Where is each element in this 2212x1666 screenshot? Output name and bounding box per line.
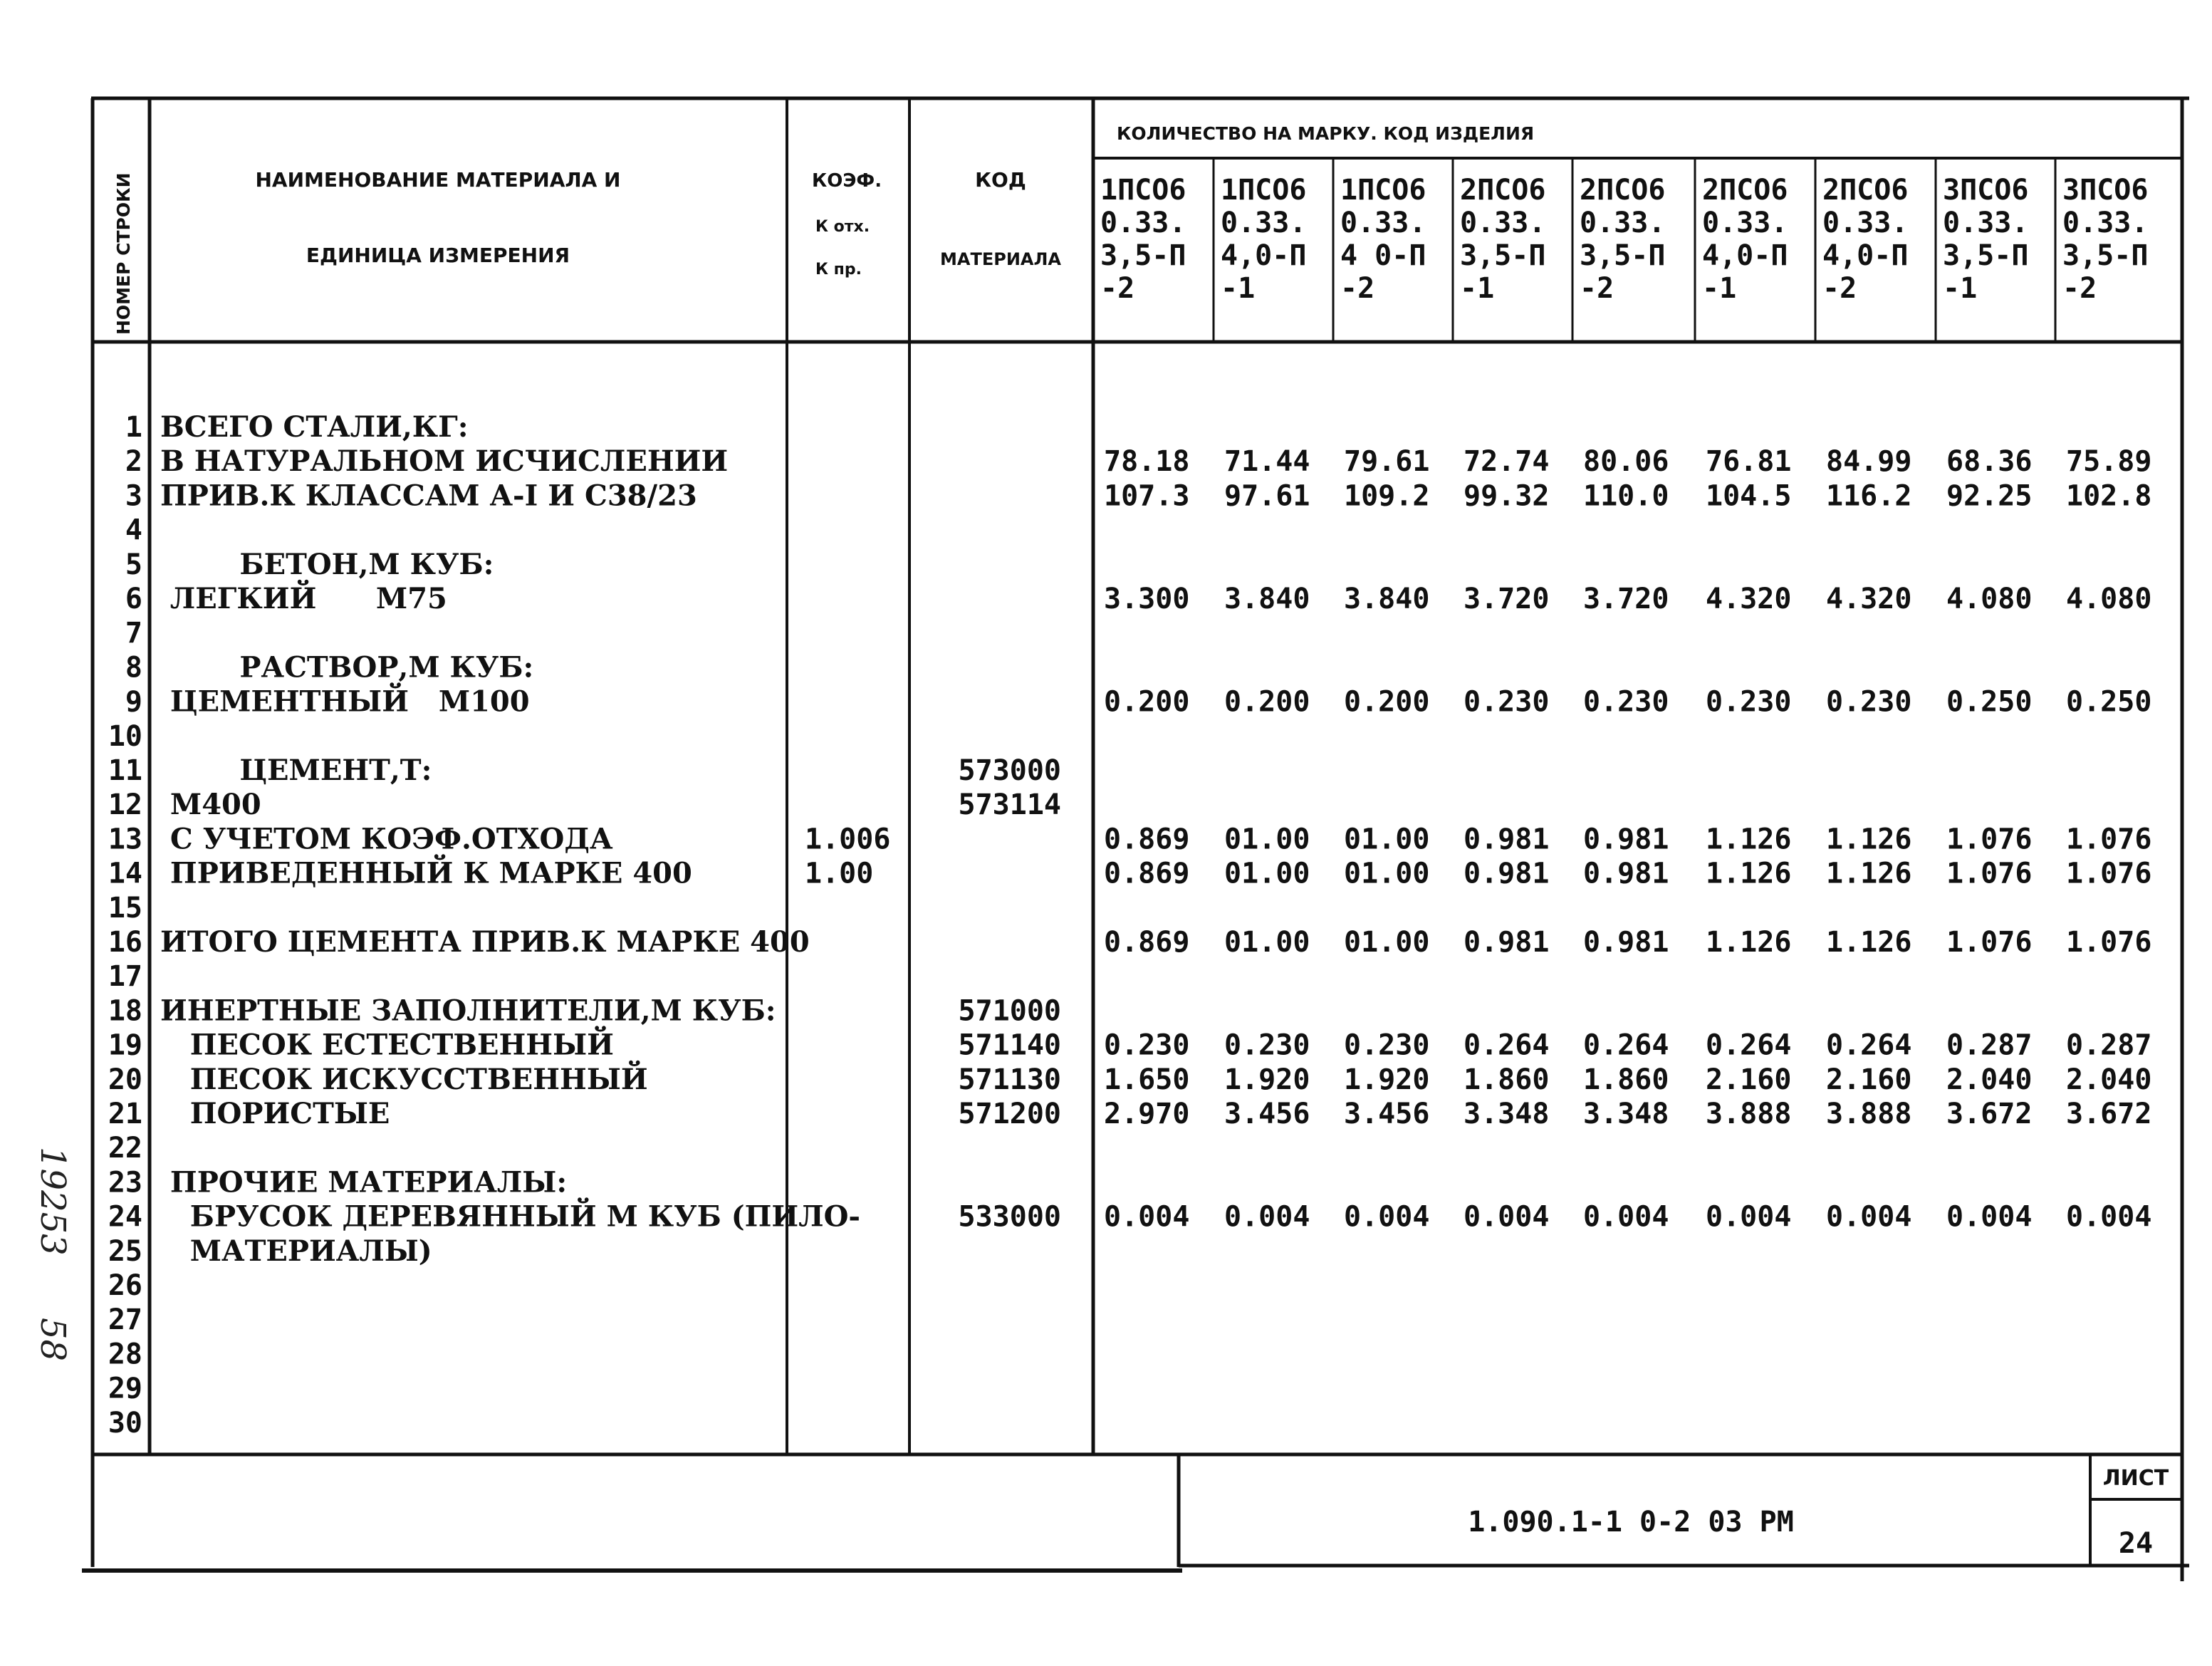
quantity-value: 99.32	[1464, 479, 1550, 513]
material-name: ПОРИСТЫЕ	[160, 1097, 390, 1130]
quantity-value: 0.230	[1344, 1029, 1430, 1062]
mark-header-line: 2ПСО6	[1822, 174, 1909, 207]
material-name: ПЕСОК ИСКУССТВЕННЫЙ	[160, 1062, 648, 1096]
quantity-value: 01.00	[1224, 857, 1310, 890]
table-row	[108, 1132, 142, 1165]
material-name: ПРИВЕДЕННЫЙ К МАРКЕ 400	[160, 856, 692, 890]
material-name: ЦЕМЕНТНЫЙ М100	[160, 684, 530, 719]
material-code: 533000	[958, 1200, 1061, 1234]
material-name: ПРОЧИЕ МАТЕРИАЛЫ:	[160, 1165, 568, 1199]
table-row	[108, 1234, 432, 1268]
mark-header-line: 3ПСО6	[1943, 174, 2029, 207]
quantity-value: 4.080	[1946, 583, 2033, 615]
row-number: 18	[108, 994, 142, 1028]
quantity-value: 1.126	[1826, 926, 1912, 959]
table-row	[125, 444, 2152, 478]
row-number: 15	[108, 891, 142, 925]
table-row	[108, 1338, 142, 1370]
row-number: 29	[108, 1372, 142, 1405]
quantity-value: 1.076	[1946, 823, 2033, 856]
table-row	[125, 650, 533, 684]
table-row	[108, 1061, 2152, 1096]
mark-header-line: -2	[1580, 272, 1614, 305]
quantity-value: 0.981	[1464, 926, 1550, 959]
mark-header-1	[1100, 174, 1186, 305]
quantity-value: 0.004	[1706, 1200, 1792, 1234]
document-code: 1.090.1-1 0-2 03 РМ	[1468, 1506, 1794, 1539]
table-row	[108, 1097, 2152, 1130]
row-number: 4	[125, 514, 142, 547]
row-number: 10	[108, 719, 142, 753]
mark-header-line: 3,5-П	[1460, 239, 1546, 272]
row-number: 3	[125, 479, 142, 513]
quantity-value: 0.004	[1464, 1200, 1550, 1234]
quantity-value: 2.970	[1104, 1098, 1190, 1130]
row-number: 21	[108, 1098, 142, 1130]
name-header-line2: ЕДИНИЦА ИЗМЕРЕНИЯ	[306, 244, 570, 267]
table-row	[108, 960, 142, 993]
quantity-value: 79.61	[1344, 445, 1430, 479]
row-number: 19	[108, 1029, 142, 1062]
row-number: 28	[108, 1338, 142, 1371]
quantity-value: 0.981	[1464, 823, 1550, 856]
quantity-value: 01.00	[1224, 926, 1310, 959]
quantity-value: 1.126	[1826, 857, 1912, 890]
quantity-value: 3.456	[1224, 1098, 1310, 1130]
material-name: БЕТОН,М КУБ:	[160, 547, 494, 581]
quantity-value: 01.00	[1344, 823, 1430, 856]
row-number-header	[113, 173, 134, 335]
quantity-value: 1.920	[1224, 1063, 1310, 1096]
quantity-value: 2.160	[1826, 1063, 1912, 1096]
table-row	[108, 720, 142, 753]
material-name: ЛЕГКИЙ М75	[160, 582, 447, 615]
mark-header-line: -2	[1822, 272, 1857, 305]
mark-header-line: 2ПСО6	[1580, 174, 1666, 207]
quantity-value: 75.89	[2066, 445, 2152, 479]
quantity-value: 116.2	[1826, 479, 1912, 513]
table-row	[108, 1198, 2152, 1234]
quantity-value: 0.981	[1583, 823, 1669, 856]
quantity-value: 0.230	[1583, 685, 1669, 719]
quantity-value: 0.981	[1583, 857, 1669, 890]
quantity-value: 0.264	[1583, 1029, 1669, 1062]
quantity-value: 107.3	[1104, 479, 1190, 513]
row-number: 13	[108, 823, 142, 856]
mark-header-line: 4,0-П	[1822, 239, 1909, 272]
mark-header-line: 1ПСО6	[1221, 174, 1307, 207]
sheet-label: ЛИСТ	[2102, 1466, 2169, 1491]
row-number: 8	[125, 651, 142, 684]
mark-header-line: 3,5-П	[2062, 239, 2149, 272]
mark-header-line: 4 0-П	[1340, 239, 1426, 272]
material-name: БРУСОК ДЕРЕВЯННЫЙ М КУБ (ПИЛО-	[160, 1199, 861, 1234]
mark-header-line: -2	[1340, 272, 1375, 305]
material-name: ПЕСОК ЕСТЕСТВЕННЫЙ	[160, 1028, 614, 1062]
quantity-value: 0.287	[1946, 1029, 2033, 1062]
row-number: 23	[108, 1166, 142, 1199]
quantity-value: 72.74	[1464, 445, 1550, 479]
quantity-value: 0.230	[1706, 685, 1792, 719]
quantity-value: 3.888	[1706, 1098, 1792, 1130]
table-row	[108, 1026, 2152, 1062]
table-row	[108, 1303, 142, 1336]
row-number: 25	[108, 1234, 142, 1268]
quantity-value: 1.126	[1706, 926, 1792, 959]
quantity-value: 2.040	[1946, 1063, 2033, 1096]
quantity-value: 1.126	[1826, 823, 1912, 856]
mark-header-line: 2ПСО6	[1460, 174, 1546, 207]
mark-header-line: 0.33.	[1100, 207, 1186, 239]
side-note	[33, 1147, 73, 1361]
mark-header-line: 2ПСО6	[1702, 174, 1788, 207]
table-row	[108, 855, 2152, 890]
quantity-value: 110.0	[1583, 479, 1669, 513]
row-number: 14	[108, 857, 142, 890]
quantity-value: 0.287	[2066, 1029, 2152, 1062]
mark-header-line: 0.33.	[1702, 207, 1788, 239]
quantity-value: 80.06	[1583, 445, 1669, 479]
quantity-value: 1.126	[1706, 857, 1792, 890]
quantity-value: 1.920	[1344, 1063, 1430, 1096]
table-row	[108, 822, 2152, 855]
coef-value: 1.00	[805, 857, 874, 890]
quantity-value: 3.720	[1583, 583, 1669, 615]
row-number: 11	[108, 754, 142, 787]
material-name: ИНЕРТНЫЕ ЗАПОЛНИТЕЛИ,М КУБ:	[160, 994, 776, 1028]
material-name: В НАТУРАЛЬНОМ ИСЧИСЛЕНИИ	[160, 444, 729, 479]
quantity-value: 0.230	[1464, 685, 1550, 719]
table-row	[108, 994, 1061, 1027]
material-code: 571000	[958, 994, 1061, 1028]
quantity-value: 1.650	[1104, 1063, 1190, 1096]
quantity-value: 3.300	[1104, 583, 1190, 615]
table-row	[125, 683, 2152, 719]
material-code: 571130	[958, 1063, 1061, 1096]
quantity-value: 0.004	[1224, 1200, 1310, 1234]
quantity-value: 3.840	[1344, 583, 1430, 615]
table-row	[108, 788, 1061, 821]
quantity-value: 0.264	[1464, 1029, 1550, 1062]
quantity-value: 01.00	[1344, 926, 1430, 959]
quantity-value: 0.264	[1706, 1029, 1792, 1062]
mark-header-9	[2062, 174, 2148, 305]
quantity-value: 0.004	[2066, 1200, 2152, 1234]
row-number: 26	[108, 1269, 142, 1302]
row-number: 27	[108, 1303, 142, 1337]
mark-header-8	[1943, 174, 2028, 305]
table-row	[108, 1373, 142, 1405]
quantity-value: 1.860	[1583, 1063, 1669, 1096]
side-note-archive: 19253	[33, 1147, 73, 1256]
quantity-value: 1.860	[1464, 1063, 1550, 1096]
material-name: М400	[160, 788, 261, 822]
mark-header-line: -1	[1221, 272, 1256, 305]
mark-header-line: 3,5-П	[1580, 239, 1666, 272]
mark-headers	[1100, 174, 2148, 305]
mark-header-6	[1702, 174, 1788, 305]
mark-header-line: 3,5-П	[1943, 239, 2029, 272]
quantity-value: 102.8	[2066, 479, 2152, 513]
table-row	[125, 580, 2152, 615]
material-name: ВСЕГО СТАЛИ,КГ:	[160, 410, 469, 444]
table-row	[108, 754, 1061, 787]
table-row	[108, 1407, 142, 1439]
mark-header-line: 3,5-П	[1100, 239, 1186, 272]
quantity-value: 0.004	[1946, 1200, 2033, 1234]
quantity-value: 0.250	[2066, 685, 2152, 719]
table-row	[125, 479, 2152, 512]
quantity-value: 3.348	[1583, 1098, 1669, 1130]
quantity-value: 3.672	[2066, 1098, 2152, 1130]
quantity-value: 84.99	[1826, 445, 1912, 479]
mark-header-line: 0.33.	[2062, 207, 2149, 239]
mark-header-line: 0.33.	[1340, 207, 1426, 239]
row-number: 30	[108, 1406, 142, 1439]
quantity-value: 76.81	[1706, 445, 1792, 479]
quantity-value: 0.230	[1104, 1029, 1190, 1062]
row-number: 6	[125, 583, 142, 615]
material-code: 571200	[958, 1098, 1061, 1130]
mark-header-2	[1221, 174, 1306, 305]
row-number: 12	[108, 788, 142, 822]
mark-header-line: -1	[1943, 272, 1978, 305]
mark-header-line: 4,0-П	[1221, 239, 1307, 272]
quantity-value: 1.076	[1946, 857, 2033, 890]
table-row	[108, 1269, 142, 1302]
quantity-value: 92.25	[1946, 479, 2033, 513]
row-number: 9	[125, 685, 142, 719]
quantity-value: 3.456	[1344, 1098, 1430, 1130]
mark-header-5	[1580, 174, 1665, 305]
quantity-value: 2.040	[2066, 1063, 2152, 1096]
quantity-header: КОЛИЧЕСТВО НА МАРКУ. КОД ИЗДЕЛИЯ	[1117, 123, 1535, 144]
material-name: РАСТВОР,М КУБ:	[160, 650, 534, 684]
quantity-value: 0.869	[1104, 926, 1190, 959]
quantity-value: 0.250	[1946, 685, 2033, 719]
mark-header-line: -1	[1460, 272, 1495, 305]
table-row	[108, 1165, 567, 1199]
mark-header-line: -1	[1702, 272, 1737, 305]
quantity-value: 01.00	[1344, 857, 1430, 890]
quantity-value: 2.160	[1706, 1063, 1792, 1096]
coef-header-line1: КОЭФ.	[812, 170, 882, 192]
row-number: 5	[125, 548, 142, 581]
mark-header-line: 0.33.	[1822, 207, 1909, 239]
quantity-value: 109.2	[1344, 479, 1430, 513]
code-header-line1: КОД	[975, 168, 1026, 192]
row-number: 7	[125, 617, 142, 650]
quantity-value: 4.320	[1826, 583, 1912, 615]
table-row	[125, 410, 469, 444]
quantity-value: 1.076	[1946, 926, 2033, 959]
mark-header-line: 0.33.	[1221, 207, 1307, 239]
row-number: 24	[108, 1200, 142, 1234]
table-row	[125, 548, 494, 581]
quantity-value: 0.230	[1826, 685, 1912, 719]
quantity-value: 1.076	[2066, 857, 2152, 890]
quantity-value: 0.981	[1464, 857, 1550, 890]
material-name: ЦЕМЕНТ,Т:	[160, 754, 432, 787]
material-name: ИТОГО ЦЕМЕНТА ПРИВ.К МАРКЕ 400	[160, 925, 810, 959]
quantity-value: 97.61	[1224, 479, 1310, 513]
quantity-value: 3.888	[1826, 1098, 1912, 1130]
mark-header-3	[1340, 174, 1426, 305]
quantity-value: 3.672	[1946, 1098, 2033, 1130]
material-name: МАТЕРИАЛЫ)	[160, 1234, 432, 1268]
material-name: ПРИВ.К КЛАССАМ А-I И С38/23	[160, 479, 697, 513]
name-header-line1: НАИМЕНОВАНИЕ МАТЕРИАЛА И	[255, 168, 621, 192]
quantity-value: 78.18	[1104, 445, 1190, 479]
mark-header-7	[1822, 174, 1908, 305]
table-row	[125, 514, 142, 547]
quantity-value: 0.981	[1583, 926, 1669, 959]
table-row	[108, 892, 142, 925]
quantity-value: 3.720	[1464, 583, 1550, 615]
quantity-value: 1.126	[1706, 823, 1792, 856]
material-code: 573000	[958, 754, 1061, 787]
mark-header-line: 4,0-П	[1702, 239, 1788, 272]
quantity-value: 4.080	[2066, 583, 2152, 615]
code-header-line2: МАТЕРИАЛА	[940, 249, 1061, 269]
mark-header-line: 1ПСО6	[1100, 174, 1186, 207]
material-rows	[108, 410, 2152, 1439]
table-row	[125, 617, 142, 650]
side-note-page: 58	[33, 1318, 73, 1362]
mark-header-line: 0.33.	[1460, 207, 1546, 239]
quantity-value: 0.869	[1104, 857, 1190, 890]
quantity-value: 71.44	[1224, 445, 1310, 479]
quantity-value: 1.076	[2066, 823, 2152, 856]
mark-header-line: 0.33.	[1580, 207, 1666, 239]
coef-header-line2: К отх.	[815, 218, 870, 236]
mark-header-line: 0.33.	[1943, 207, 2029, 239]
row-number: 22	[108, 1132, 142, 1165]
quantity-value: 0.200	[1104, 685, 1190, 719]
sheet-number: 24	[2118, 1527, 2154, 1560]
quantity-value: 0.869	[1104, 823, 1190, 856]
quantity-value: 0.004	[1104, 1200, 1190, 1234]
mark-header-4	[1460, 174, 1545, 305]
quantity-value: 104.5	[1706, 479, 1792, 513]
coef-value: 1.006	[805, 823, 891, 856]
mark-header-line: 1ПСО6	[1340, 174, 1426, 207]
mark-header-line: -2	[2062, 272, 2097, 305]
row-number: 2	[125, 445, 142, 479]
row-number: 1	[125, 411, 142, 444]
quantity-value: 0.200	[1224, 685, 1310, 719]
row-number: 16	[108, 926, 142, 959]
material-code: 573114	[958, 788, 1061, 822]
quantity-value: 3.840	[1224, 583, 1310, 615]
quantity-value: 68.36	[1946, 445, 2033, 479]
material-name: С УЧЕТОМ КОЭФ.ОТХОДА	[160, 822, 613, 856]
quantity-value: 0.004	[1826, 1200, 1912, 1234]
quantity-value: 0.004	[1583, 1200, 1669, 1234]
mark-header-line: -2	[1100, 272, 1135, 305]
mark-header-line: 3ПСО6	[2062, 174, 2149, 207]
quantity-value: 0.004	[1344, 1200, 1430, 1234]
quantity-value: 0.230	[1224, 1029, 1310, 1062]
row-number: 20	[108, 1063, 142, 1096]
quantity-value: 3.348	[1464, 1098, 1550, 1130]
quantity-value: 0.264	[1826, 1029, 1912, 1062]
quantity-value: 01.00	[1224, 823, 1310, 856]
material-code: 571140	[958, 1029, 1061, 1062]
quantity-value: 1.076	[2066, 926, 2152, 959]
quantity-value: 0.200	[1344, 685, 1430, 719]
table-row	[108, 925, 2152, 959]
quantity-value: 4.320	[1706, 583, 1792, 615]
row-number-label: НОМЕР СТРОКИ	[113, 172, 134, 335]
coef-header-line3: К пр.	[815, 261, 862, 278]
row-number: 17	[108, 960, 142, 994]
